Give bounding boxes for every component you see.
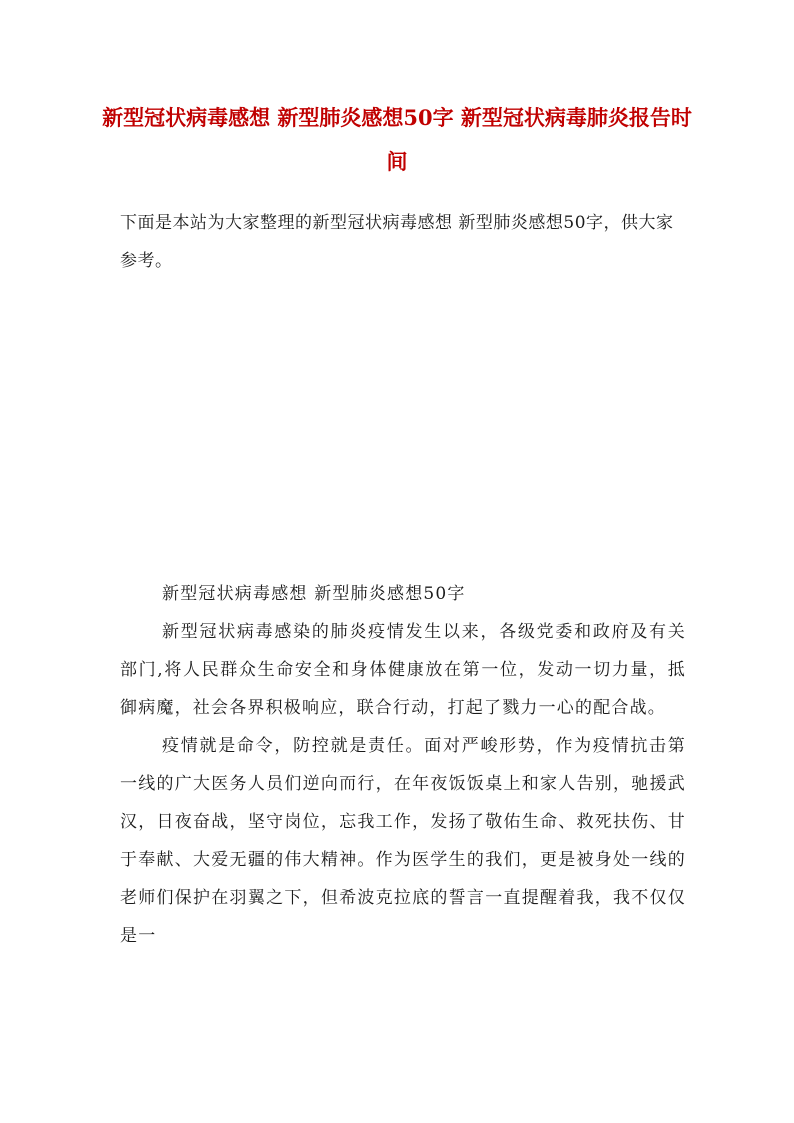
body-paragraph-2: 疫情就是命令，防控就是责任。面对严峻形势，作为疫情抗击第一线的广大医务人员们逆向而行，在年夜饭饭桌上和家人告别，驰援武汉，日夜奋战，坚守岗位，忘我工作，发扬了敬佑生命、救死扶伤、甘于奉献、大爱无疆的伟大精神。作为医学生的我们，更是被身处一线的老师们保护在羽翼之下，但希波克拉底的誓言一直提醒着我，我不仅仅是一	[120, 736, 686, 946]
body-paragraph-1: 新型冠状病毒感染的肺炎疫情发生以来，各级党委和政府及有关部门,将人民群众生命安全和身体健康放在第一位，发动一切力量，抵御病魔，社会各界积极响应，联合行动，打起了戮力一心的配合战。	[120, 622, 686, 718]
intro-paragraph: 下面是本站为大家整理的新型冠状病毒感想 新型肺炎感想50字，供大家参考。	[120, 213, 674, 271]
document-title: 新型冠状病毒感想 新型肺炎感想50字 新型冠状病毒肺炎报告时间	[102, 105, 692, 174]
section-heading: 新型冠状病毒感想 新型肺炎感想50字	[162, 584, 466, 604]
article-body	[120, 575, 686, 955]
